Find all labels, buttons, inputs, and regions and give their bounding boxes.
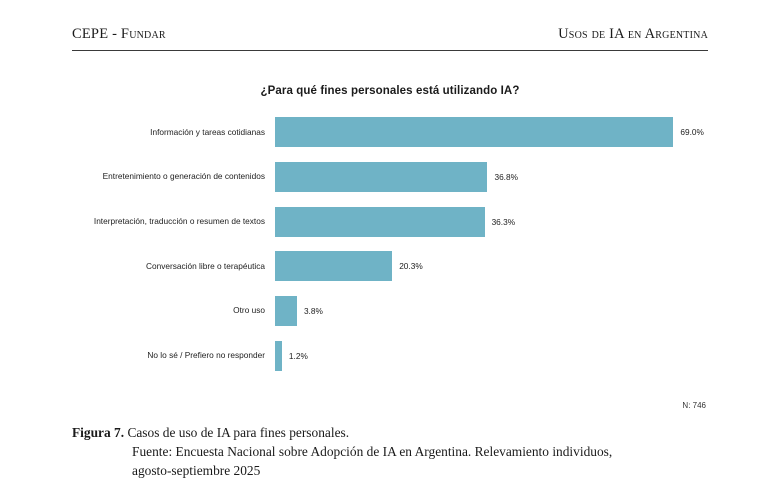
figure-caption [72, 424, 708, 480]
bar-fill [275, 296, 297, 326]
running-head-left: CEPE - Fundar [72, 26, 166, 42]
bar-track [275, 341, 708, 371]
sample-size-note: N: 746 [682, 401, 706, 410]
chart-title: ¿Para qué fines personales está utilizando IA? [260, 85, 520, 97]
bar-fill [275, 341, 282, 371]
running-head-right: Usos de IA en Argentina [558, 26, 708, 42]
bar-row [72, 207, 708, 237]
figure-caption-label: Figura 7. [72, 425, 125, 440]
running-head-rule [72, 50, 708, 51]
bar-row [72, 251, 708, 281]
bar-category-label: Conversación libre o terapéutica [146, 260, 265, 271]
bar-fill [275, 251, 392, 281]
bar-value-label: 20.3% [399, 261, 423, 272]
bar-category-label: Interpretación, traducción o resumen de textos [93, 215, 265, 226]
bar-track [275, 117, 708, 147]
bar-fill [275, 162, 487, 192]
bar-value-label: 36.3% [491, 216, 516, 227]
bar-chart-plot [72, 110, 708, 378]
bar-track [275, 296, 708, 326]
bar-value-label: 36.8% [494, 172, 518, 182]
bar-value-label: 1.2% [288, 350, 308, 361]
bar-category-label: Información y tareas cotidianas [150, 126, 265, 137]
bar-row [72, 341, 708, 371]
running-head [72, 26, 708, 43]
bar-fill [275, 117, 673, 147]
figure-source-line-1: Fuente: Encuesta Nacional sobre Adopción de IA en Argentina. Relevamiento individuos, [132, 443, 613, 459]
bar-row [72, 162, 708, 192]
bar-value-label: 3.8% [303, 306, 323, 316]
bar-category-label: Entretenimiento o generación de contenidos [102, 171, 265, 182]
bar-category-label: Otro uso [233, 305, 265, 316]
figure-caption-title: Casos de uso de IA para fines personales. [127, 425, 350, 440]
bar-track [275, 251, 708, 281]
bar-track [275, 162, 708, 192]
bar-row [72, 117, 708, 147]
figure-block [72, 76, 708, 412]
bar-row [72, 296, 708, 326]
bar-category-label: No lo sé / Prefiero no responder [147, 349, 265, 360]
figure-source-line-2: agosto-septiembre 2025 [132, 462, 261, 478]
bar-track [275, 207, 708, 237]
bar-fill [275, 207, 485, 237]
bar-value-label: 69.0% [680, 127, 704, 138]
